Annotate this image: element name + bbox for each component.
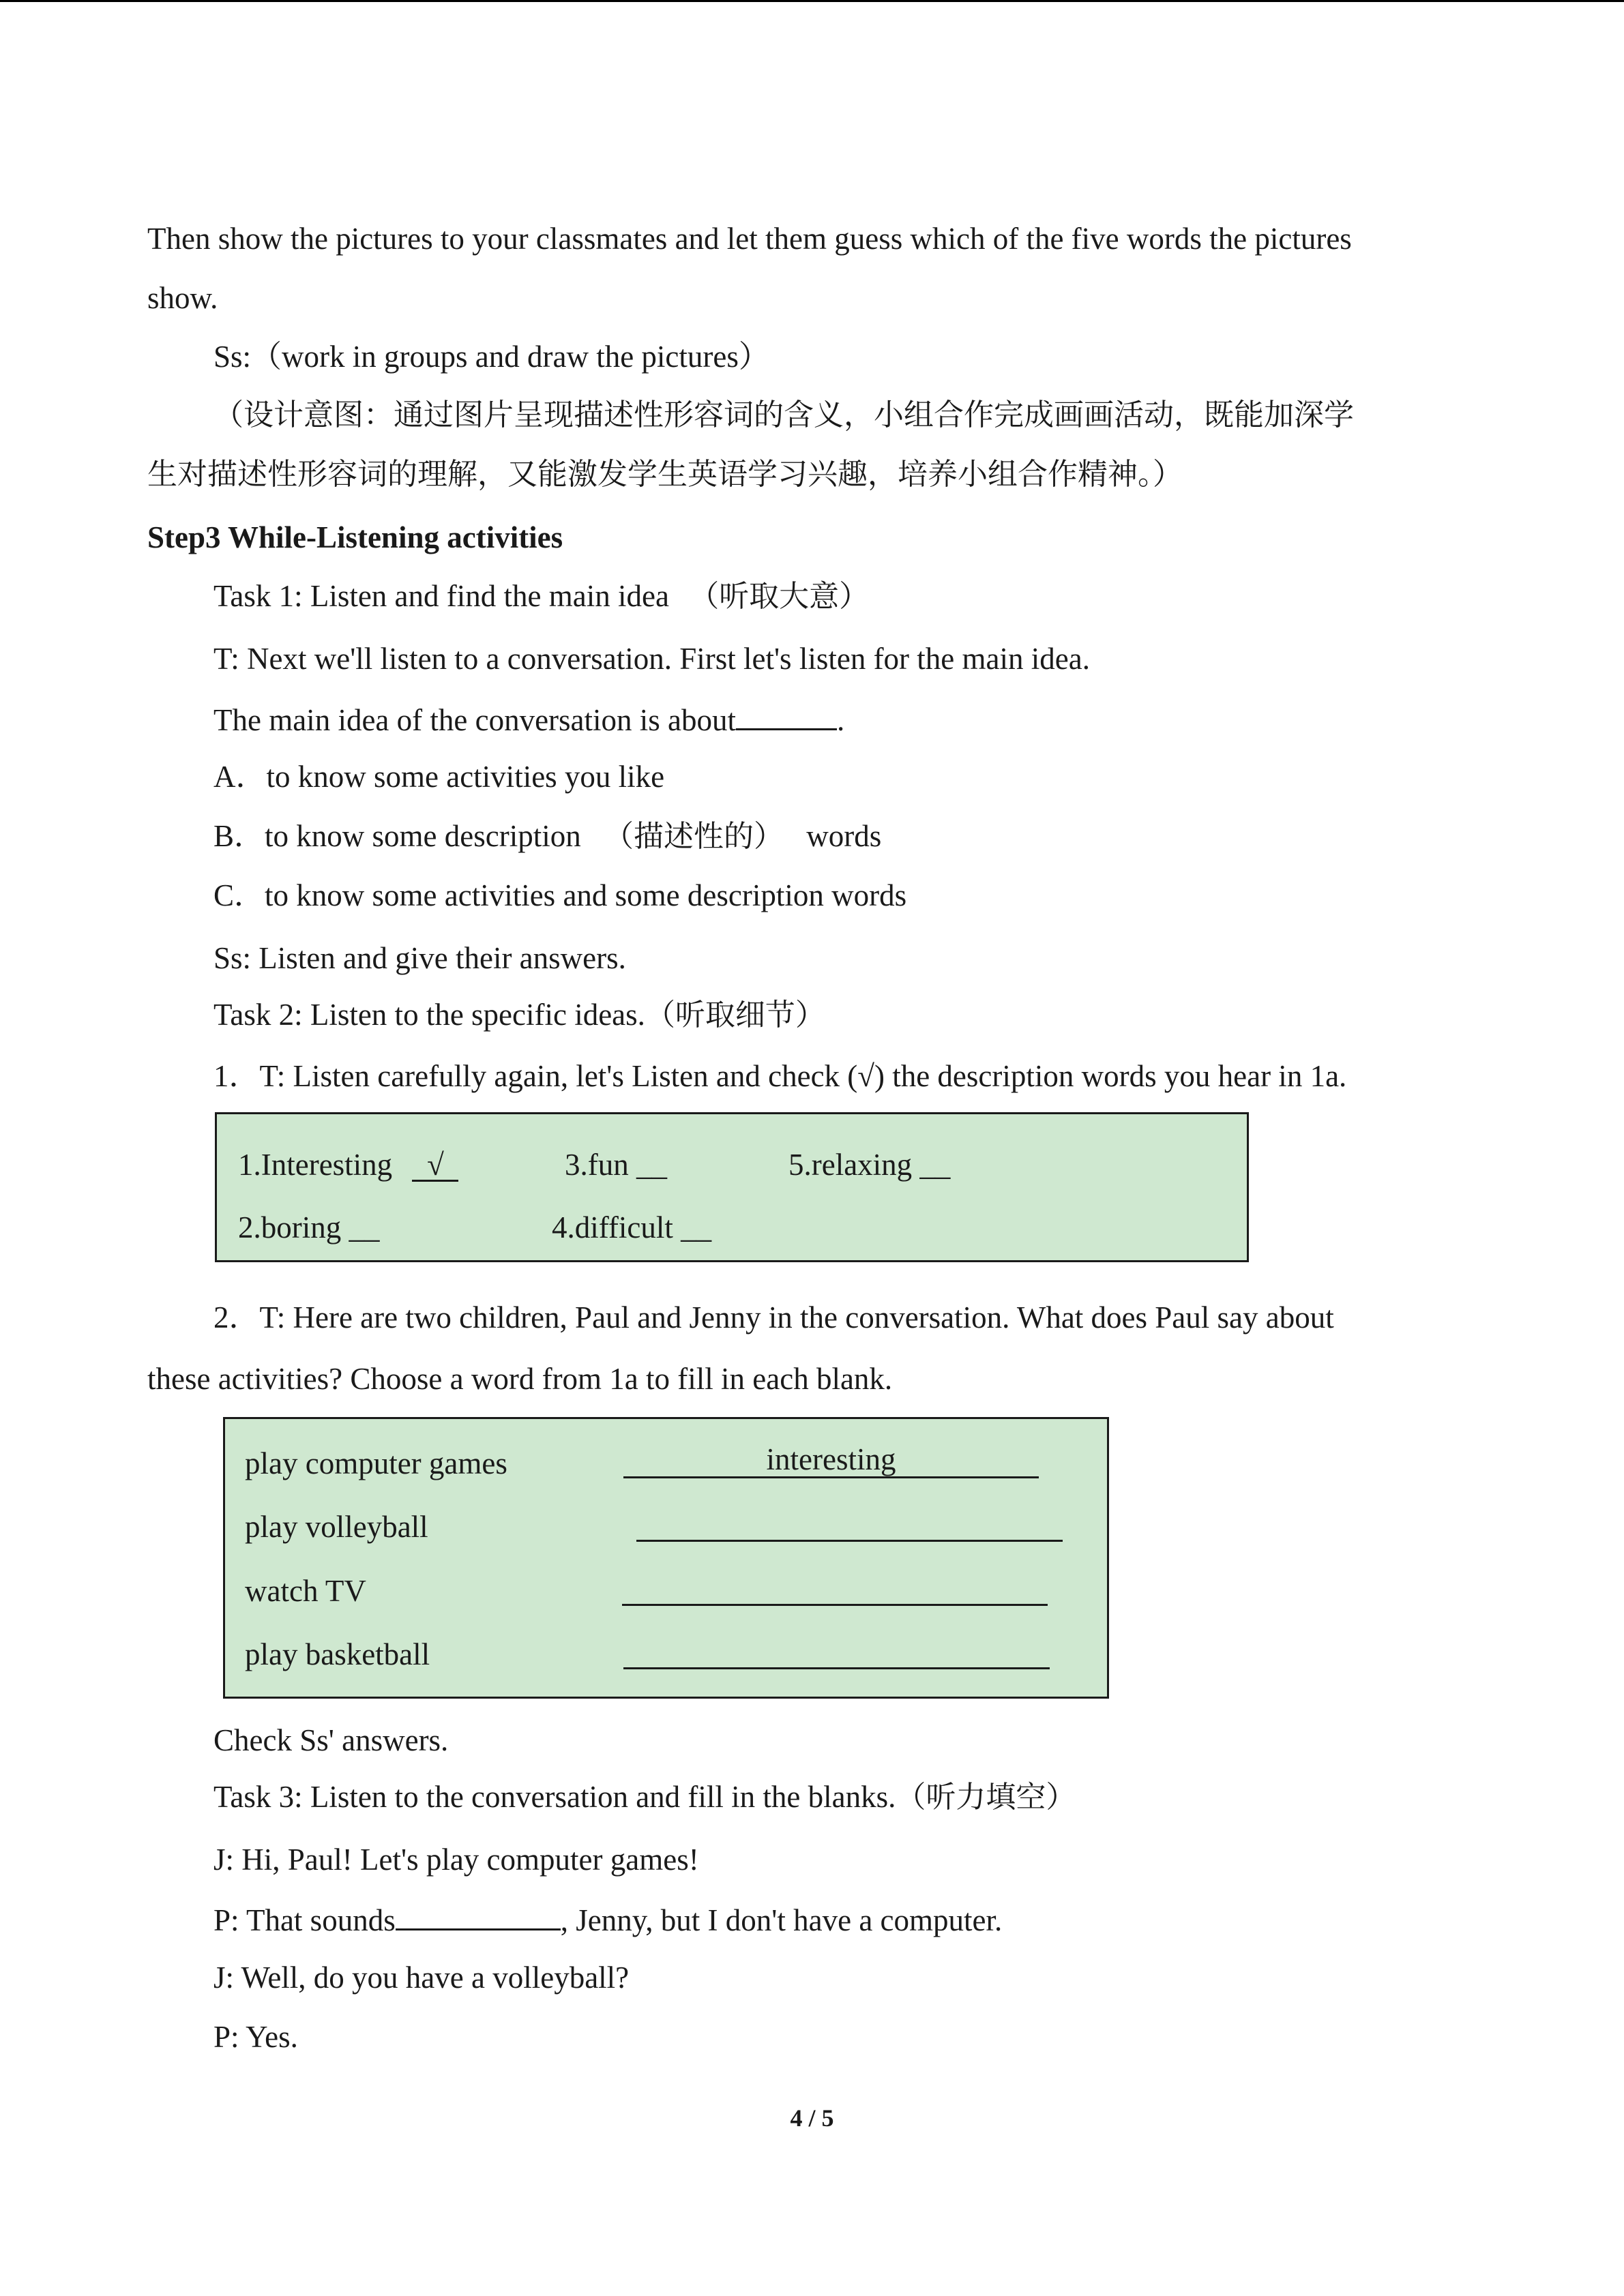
checklist-item-relaxing[interactable]: 5.relaxing __ (788, 1148, 951, 1182)
option-b-words: words (806, 819, 882, 853)
step3-heading: Step3 While-Listening activities (147, 520, 563, 554)
task2-title-zh: （听取细节） (645, 998, 825, 1032)
intro-line-2: show. (147, 281, 218, 315)
page-number: 4 / 5 (790, 2104, 834, 2132)
option-b-text: B．to know some description (213, 819, 581, 853)
dialogue-line-1: J: Hi, Paul! Let's play computer games! (213, 1843, 699, 1877)
task2-q2-line-2: these activities? Choose a word from 1a to fill in each blank. (147, 1362, 893, 1396)
activity-row-3-answer[interactable] (622, 1570, 1048, 1606)
task3-title (213, 1777, 1076, 1817)
task1-question (213, 698, 844, 740)
task1-question-period: . (837, 703, 845, 737)
checklist-box (215, 1112, 1249, 1262)
intro-line-1: Then show the pictures to your classmates and let them guess which of the five words the pictures (147, 222, 1352, 256)
checklist-check-mark[interactable]: √ (412, 1150, 458, 1182)
task3-title-zh: （听力填空） (896, 1780, 1076, 1815)
task1-title-en: Task 1: Listen and find the main idea (213, 579, 669, 613)
option-b-zh: （描述性的） (603, 819, 784, 854)
dialogue-line-2 (213, 1898, 1002, 1940)
activity-row-1-answer[interactable]: interesting (623, 1442, 1039, 1478)
activity-row-2-answer[interactable] (636, 1506, 1063, 1542)
top-border (0, 0, 1624, 2)
checklist-item-difficult[interactable]: 4.difficult __ (552, 1210, 712, 1244)
dialogue-line-3: J: Well, do you have a volleyball? (213, 1960, 630, 1995)
dialogue-line-2-end: , Jenny, but I don't have a computer. (560, 1903, 1003, 1937)
activity-row-4-label: play basketball (245, 1637, 430, 1671)
design-intent-line-2: 生对描述性形容词的理解，又能激发学生英语学习兴趣，培养小组合作精神。） (147, 457, 1183, 492)
task1-title (213, 576, 869, 616)
task3-title-en: Task 3: Listen to the conversation and fill in the blanks. (213, 1780, 896, 1814)
checklist-item-interesting-label: 1.Interesting (238, 1148, 393, 1182)
option-b (213, 816, 881, 856)
option-a: A．to know some activities you like (213, 760, 665, 794)
task2-title (213, 995, 825, 1035)
task1-answer-blank[interactable] (736, 698, 837, 730)
activity-fill-table (223, 1417, 1109, 1699)
activity-row-3-label: watch TV (245, 1574, 366, 1608)
option-c: C．to know some activities and some description words (213, 878, 907, 912)
checklist-item-fun[interactable]: 3.fun __ (565, 1148, 667, 1182)
task1-ss-line: Ss: Listen and give their answers. (213, 941, 626, 975)
activity-row-1-label: play computer games (245, 1446, 507, 1480)
dialogue-blank-1[interactable] (396, 1898, 561, 1930)
ss-draw-line: Ss:（work in groups and draw the pictures） (213, 340, 769, 374)
activity-row-4-answer[interactable] (623, 1633, 1050, 1669)
design-intent-line-1: （设计意图：通过图片呈现描述性形容词的含义，小组合作完成画画活动，既能加深学 (213, 398, 1354, 432)
checklist-item-boring[interactable]: 2.boring __ (238, 1210, 380, 1244)
dialogue-line-2-start: P: That sounds (213, 1903, 396, 1937)
task2-q1: 1．T: Listen carefully again, let's Listen and check (√) the description words you hear in 1a. (213, 1059, 1347, 1093)
task1-title-zh: （听取大意） (689, 579, 870, 614)
check-answers-line: Check Ss' answers. (213, 1723, 449, 1757)
checklist-item-interesting (238, 1145, 458, 1184)
activity-row-2-label: play volleyball (245, 1510, 428, 1544)
task1-teacher-line: T: Next we'll listen to a conversation. First let's listen for the main idea. (213, 642, 1090, 676)
dialogue-line-4: P: Yes. (213, 2020, 298, 2054)
task2-title-en: Task 2: Listen to the specific ideas. (213, 998, 645, 1032)
task1-question-text: The main idea of the conversation is about (213, 703, 737, 737)
task2-q2-line-1: 2．T: Here are two children, Paul and Jenny in the conversation. What does Paul say about (213, 1300, 1334, 1335)
